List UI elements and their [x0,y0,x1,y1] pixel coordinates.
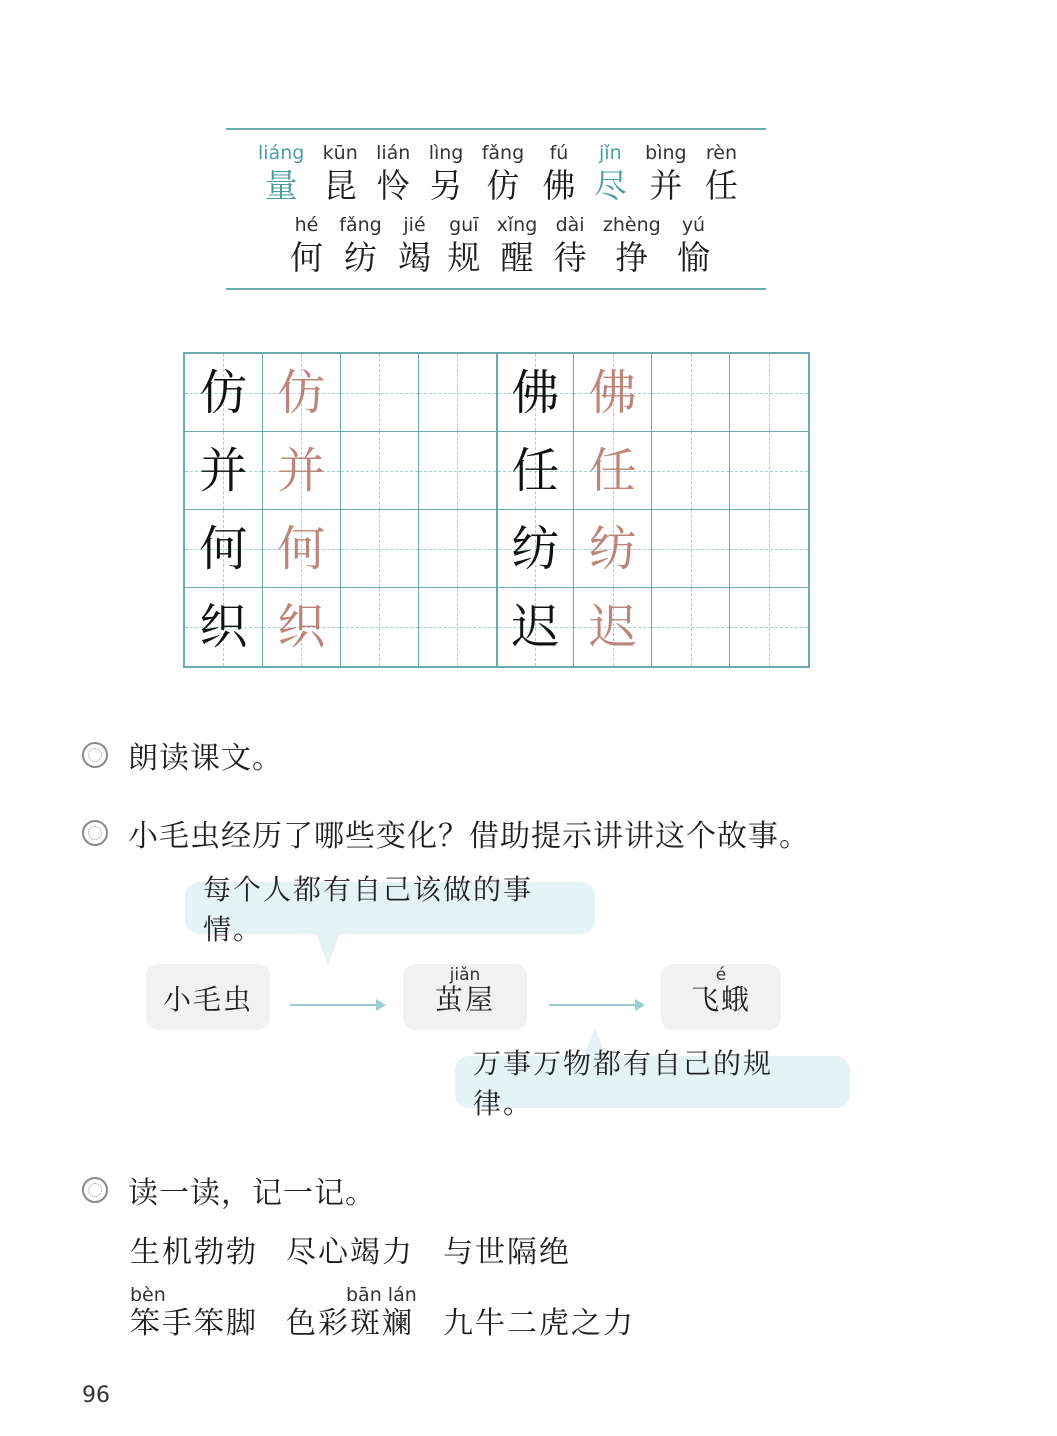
grid-cell-char [185,354,263,432]
vocab-char [497,212,538,278]
writing-practice-grid [183,352,810,668]
vocab-pinyin: jié [403,214,426,236]
idiom-4-pinyin: bèn [130,1284,166,1306]
vocab-pinyin: yú [681,214,706,236]
grid-cell-empty [730,588,808,666]
grid-cell-char [263,432,341,510]
vocab-pinyin: fǎng [339,214,382,236]
idiom-6-pinyin [443,1284,635,1306]
vocab-hanzi: 佛 [542,166,576,205]
question-3 [82,1168,376,1212]
idiom-5 [286,1284,417,1342]
grid-cell-char [185,588,263,666]
grid-cell-empty [341,510,419,588]
grid-char: 并 [199,442,248,499]
grid-cell-char [497,588,575,666]
idiom-6 [443,1284,635,1342]
vocab-char [542,140,575,206]
vocab-hanzi: 任 [704,166,738,205]
vocab-pinyin: jǐn [599,142,622,164]
page-number: 96 [82,1383,110,1408]
grid-char: 何 [277,520,326,577]
idiom-1 [130,1213,258,1271]
vocab-pinyin: bìng [645,142,687,164]
stage-cocoon-label: 茧屋 [434,983,495,1016]
arrow-icon [549,1004,643,1006]
grid-char: 织 [199,599,248,655]
vocab-bottom-rule [226,288,766,290]
question-2 [82,811,810,855]
grid-cell-empty [341,432,419,510]
vocab-hanzi: 并 [649,166,683,205]
vocab-hanzi: 仿 [486,166,520,205]
vocab-pinyin: lìng [428,142,464,164]
vocab-top-rule [226,128,766,130]
grid-cell-empty [341,588,419,666]
arrow-icon [290,1004,384,1006]
vocab-hanzi: 怜 [376,166,410,205]
vocab-pinyin: guī [449,214,479,236]
grid-cell-char [185,432,263,510]
vocab-pinyin: kūn [322,142,358,164]
grid-cell-empty [419,354,497,432]
vocab-hanzi: 规 [447,238,481,277]
stage-cocoon-pinyin: jiǎn [449,965,481,985]
grid-cell-empty [730,354,808,432]
vocab-pinyin: liáng [258,142,305,164]
idiom-2 [286,1213,414,1271]
question-2-text: 小毛虫经历了哪些变化？借助提示讲讲这个故事。 [128,819,810,854]
vocab-pinyin: rèn [705,142,738,164]
grid-char: 织 [277,599,326,655]
question-marker-icon [82,820,108,846]
idiom-5-text: 色彩斑斓 [286,1306,414,1341]
grid-cell-char [263,588,341,666]
vocab-char [258,140,304,206]
vocab-char [645,140,686,206]
vocab-hanzi: 何 [290,238,323,277]
vocab-pinyin: lián [376,142,411,164]
question-1 [82,733,283,777]
grid-cell-empty [652,432,730,510]
vocab-hanzi: 竭 [398,238,432,277]
vocab-pinyin: zhèng [602,214,661,236]
grid-char: 并 [277,442,326,499]
grid-cell-char [497,510,575,588]
grid-cell-char [263,510,341,588]
idiom-4-text: 笨手笨脚 [130,1306,258,1341]
question-1-text: 朗读课文。 [128,741,283,776]
grid-char: 任 [511,442,560,499]
vocab-hanzi: 醒 [500,238,534,277]
grid-cell-empty [419,432,497,510]
vocab-char [677,212,710,278]
vocab-pinyin: xǐng [496,214,538,236]
question-marker-icon [82,742,108,768]
idiom-3-text: 与世隔绝 [443,1235,571,1270]
stage-moth-pinyin: é [715,965,727,985]
vocab-pinyin: hé [294,214,319,236]
stage-moth [661,964,781,1030]
idiom-4 [130,1284,258,1342]
vocab-char [447,212,480,278]
vocab-row-1 [258,140,738,206]
idiom-3 [443,1213,571,1271]
vocab-pinyin: fǎng [481,142,525,164]
vocab-char [376,140,410,206]
hint-bubble-top-text: 每个人都有自己该做的事情。 [203,873,534,946]
grid-cell-empty [652,354,730,432]
vocab-hanzi: 待 [553,238,587,277]
vocab-char [323,140,358,206]
question-3-text: 读一读，记一记。 [128,1176,376,1211]
grid-char: 何 [199,520,248,577]
grid-cell-char [574,432,652,510]
idiom-5-pinyin: bān lán [346,1284,417,1306]
idiom-2-text: 尽心竭力 [286,1235,414,1270]
grid-cell-char [497,354,575,432]
vocab-pinyin: dài [555,214,585,236]
vocab-char [398,212,431,278]
vocab-hanzi: 纺 [344,238,378,277]
grid-cell-empty [419,510,497,588]
vocab-hanzi: 愉 [676,238,710,277]
grid-char: 仿 [199,364,248,421]
vocab-row-2 [290,212,710,278]
grid-char: 佛 [588,364,637,421]
vocab-char [603,212,661,278]
grid-char: 仿 [277,364,326,421]
grid-cell-char [574,588,652,666]
stage-caterpillar [146,964,270,1030]
vocab-char [339,212,381,278]
hint-bubble-top-tail [316,933,340,965]
vocab-hanzi: 另 [429,166,463,205]
vocab-char [594,140,627,206]
vocab-hanzi: 昆 [323,166,357,205]
vocab-char [554,212,587,278]
idiom-6-text: 九牛二虎之力 [443,1306,635,1341]
grid-cell-empty [652,510,730,588]
grid-cell-empty [730,510,808,588]
grid-char: 迟 [511,599,560,655]
grid-cell-empty [419,588,497,666]
grid-cell-empty [341,354,419,432]
vocab-hanzi: 量 [264,166,298,205]
idiom-1-text: 生机勃勃 [130,1235,258,1270]
vocab-char [705,140,738,206]
idiom-2-pinyin [286,1213,414,1235]
hint-bubble-top [185,873,595,946]
grid-cell-char [263,354,341,432]
hint-bubble-bottom-text: 万事万物都有自己的规律。 [473,1047,774,1120]
grid-cell-char [574,354,652,432]
stage-caterpillar-label: 小毛虫 [162,983,253,1016]
vocab-pinyin: fú [549,142,569,164]
stage-cocoon [403,964,527,1030]
vocab-hanzi: 尽 [593,166,627,205]
grid-cell-char [185,510,263,588]
idiom-1-pinyin [130,1213,258,1235]
vocab-hanzi: 挣 [615,238,649,277]
grid-char: 纺 [511,520,560,577]
idiom-3-pinyin [443,1213,571,1235]
vocab-char [290,212,323,278]
grid-char: 任 [588,442,637,499]
vocab-char [429,140,464,206]
vocab-char [482,140,524,206]
question-marker-icon [82,1177,108,1203]
grid-cell-char [497,432,575,510]
grid-char: 纺 [588,520,637,577]
stage-moth-label: 飞蛾 [690,983,751,1016]
grid-cell-empty [730,432,808,510]
hint-bubble-bottom [455,1047,850,1120]
grid-cell-empty [652,588,730,666]
grid-char: 迟 [588,599,637,655]
grid-char: 佛 [511,364,560,421]
grid-cell-char [574,510,652,588]
